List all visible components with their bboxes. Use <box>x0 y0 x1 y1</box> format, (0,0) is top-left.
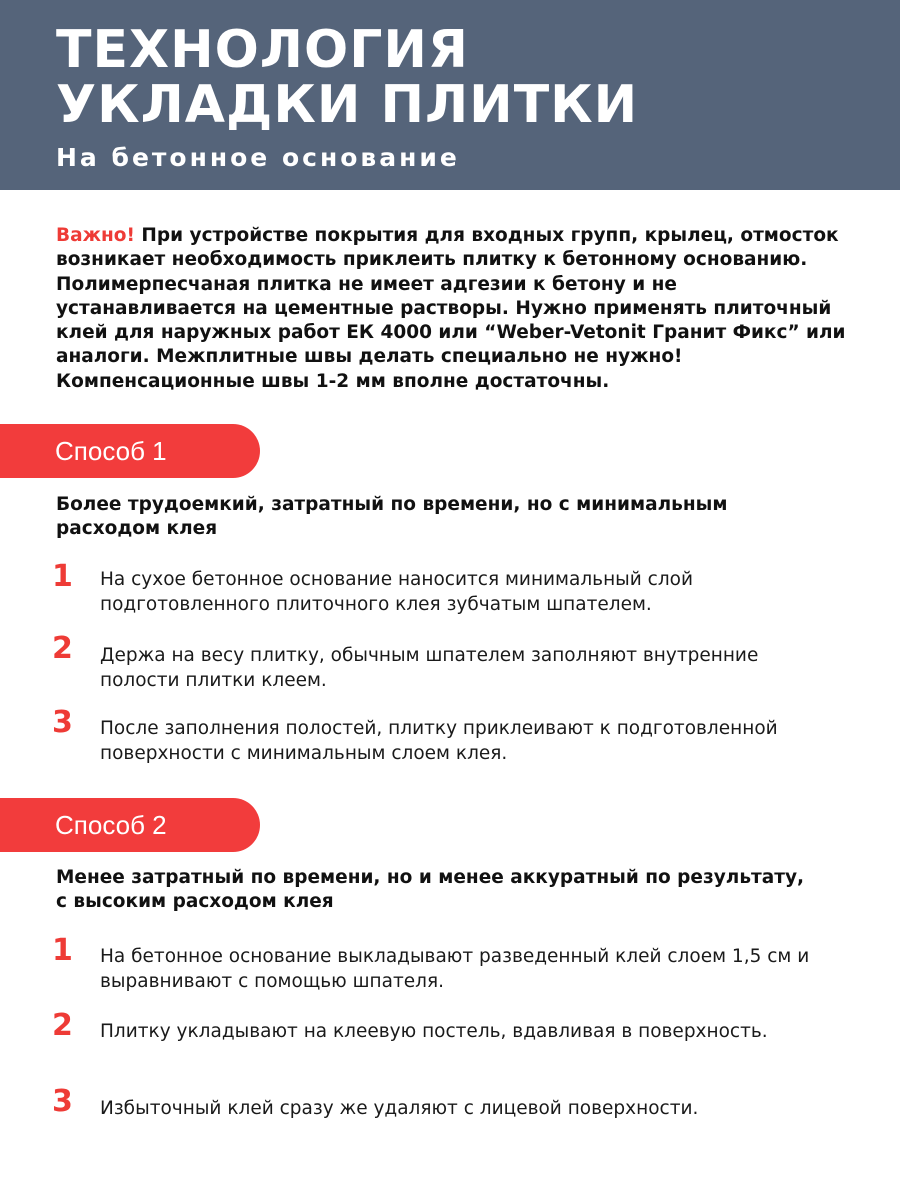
method-2-step-1-number: 1 <box>52 933 73 968</box>
method-1-step-3-number: 3 <box>52 705 73 740</box>
method-2-step-1-text: На бетонное основание выкладывают разведенный клей слоем 1,5 см и выравнивают с помощью шпателя. <box>100 946 810 992</box>
important-note <box>56 224 856 394</box>
method-1-step-2-text: Держа на весу плитку, обычным шпателем заполняют внутренние полости плитки клеем. <box>100 645 759 691</box>
method-1-description: Более трудоемкий, затратный по времени, но с минимальным расходом клея <box>56 494 728 539</box>
method-2-label: Способ 2 <box>55 810 167 840</box>
method-2-step-2-number: 2 <box>52 1008 73 1043</box>
method-1-step-1-number: 1 <box>52 559 73 594</box>
method-1-step-2-number: 2 <box>52 631 73 666</box>
method-2-description: Менее затратный по времени, но и менее аккуратный по результату, с высоким расходом клея <box>56 867 805 912</box>
method-2-badge <box>0 798 260 852</box>
page-subtitle: На бетонное основание <box>56 143 460 172</box>
important-text: При устройстве покрытия для входных групп, крылец, отмосток возникает необходимость приклеить плитку к бетонному основанию. Полимерпесчаная плитка не имеет адгезии к бетону и не устанавливается на цементные растворы. Нужно применять плиточный клей для наружных работ ЕК 4000 или “Weber-Vetonit Гранит Фикс” или аналоги. Межплитные швы делать специально не нужно! Компенсационные швы 1-2 мм вполне достаточны. <box>56 225 846 392</box>
important-label: Важно! <box>56 225 135 246</box>
method-1-badge <box>0 424 260 478</box>
page-title-line-2: УКЛАДКИ ПЛИТКИ <box>56 75 639 135</box>
method-1-step-3-text: После заполнения полостей, плитку приклеивают к подготовленной поверхности с минимальным слоем клея. <box>100 718 778 764</box>
method-2-step-2-text: Плитку укладывают на клеевую постель, вдавливая в поверхность. <box>100 1021 768 1042</box>
page-title-line-1: ТЕХНОЛОГИЯ <box>56 20 469 80</box>
method-1-step-1-text: На сухое бетонное основание наносится минимальный слой подготовленного плиточного клея зубчатым шпателем. <box>100 569 694 615</box>
header-banner <box>0 0 900 190</box>
method-2-step-3-text: Избыточный клей сразу же удаляют с лицевой поверхности. <box>100 1098 699 1119</box>
method-2-step-3-number: 3 <box>52 1084 73 1119</box>
method-1-label: Способ 1 <box>55 436 167 466</box>
